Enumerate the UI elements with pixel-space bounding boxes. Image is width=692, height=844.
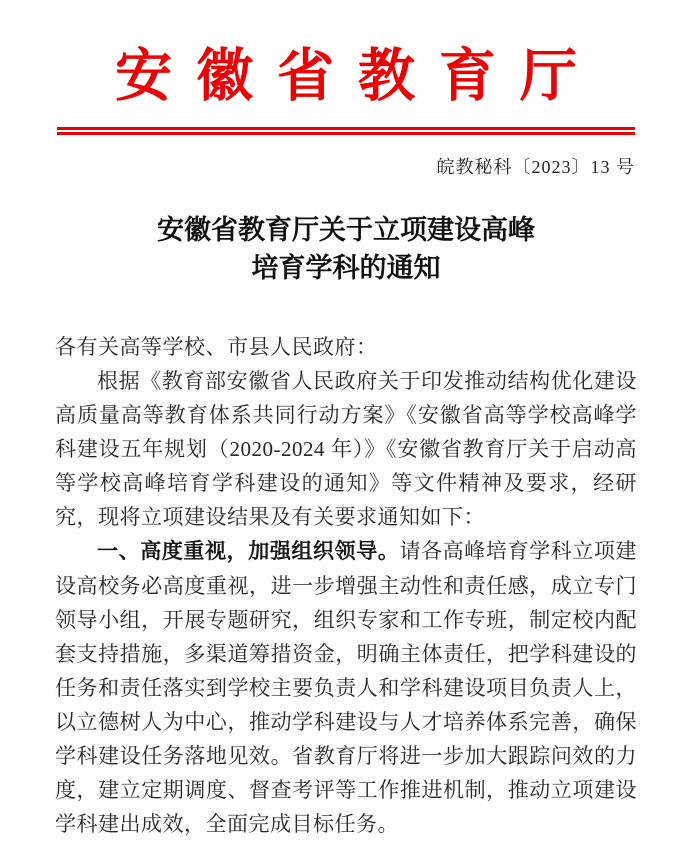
paragraph-section-1 xyxy=(55,534,637,841)
letterhead-divider xyxy=(57,127,635,135)
letterhead xyxy=(0,0,692,110)
document-body xyxy=(55,330,637,841)
document-title-line2: 培育学科的通知 xyxy=(251,252,441,283)
paragraph-basis: 根据《教育部安徽省人民政府关于印发推动结构优化建设高质量高等教育体系共同行动方案》《安徽省高等学校高峰学科建设五年规划（2020-2024 年）》《安徽省教育厅关于启动高等学校高峰培育学科建设的通知》等文件精神及要求，经研究，现将立项建设结果及有关要求通知如下： xyxy=(55,368,637,529)
agency-name: 安徽省教育厅 xyxy=(115,45,601,108)
section-1-heading: 一、高度重视，加强组织领导。 xyxy=(97,539,400,563)
document-number: 皖教秘科〔2023〕13 号 xyxy=(436,156,635,177)
document-title xyxy=(0,211,692,287)
section-1-text: 请各高峰培育学科立项建设高校务必高度重视，进一步增强主动性和责任感，成立专门领导小组，开展专题研究，组织专家和工作专班，制定校内配套支持措施，多渠道筹措资金，明确主体责任，把学科建设的任务和责任落实到学校主要负责人和学科建设项目负责人上，以立德树人为中心，推动学科建设与人才培养体系完善，确保学科建设任务落地见效。省教育厅将进一步加大跟踪问效的力度，建立定期调度、督查考评等工作推进机制，推动立项建设学科建出成效，全面完成目标任务。 xyxy=(55,538,638,836)
document-title-line1: 安徽省教育厅关于立项建设高峰 xyxy=(157,214,535,245)
salutation: 各有关高等学校、市县人民政府： xyxy=(55,334,378,359)
